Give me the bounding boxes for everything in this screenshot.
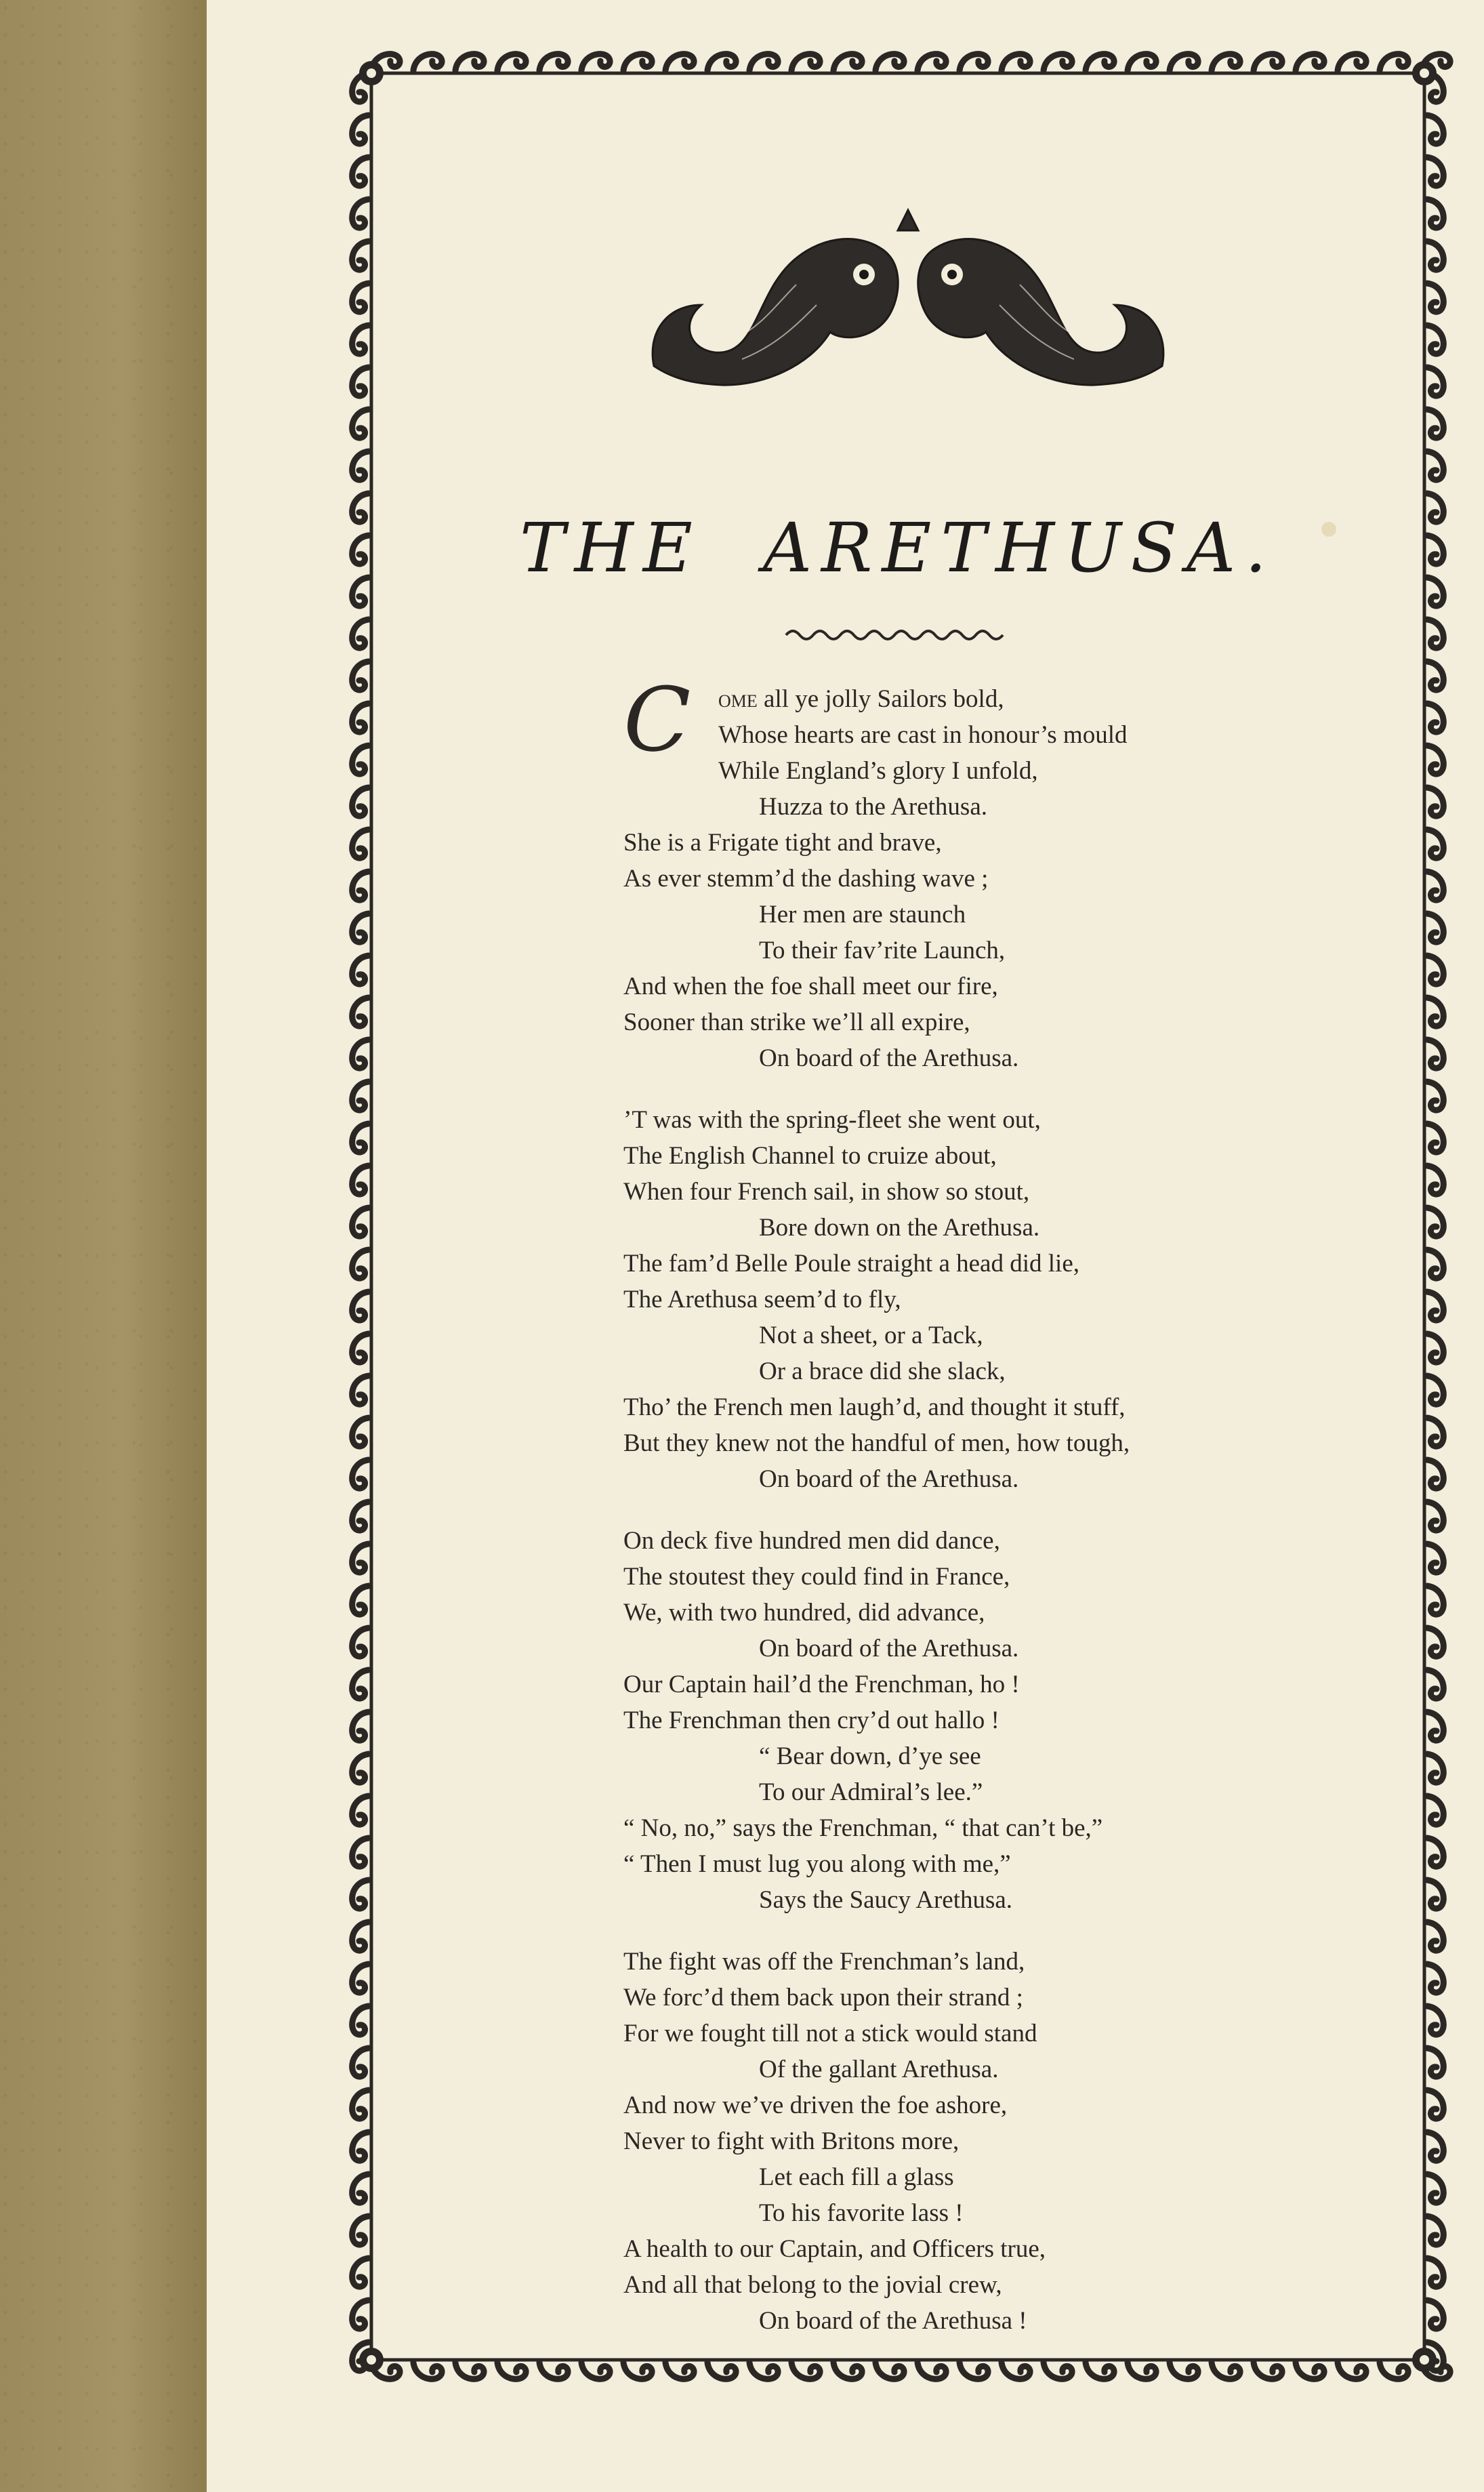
poem-line: “ Then I must lug you along with me,” <box>623 1850 1011 1878</box>
poem-line: The English Channel to cruize about, <box>623 1142 997 1170</box>
poem-line: To our Admiral’s lee.” <box>759 1778 983 1806</box>
poem-line: Whose hearts are cast in honour’s mould <box>718 721 1128 749</box>
first-line-rest: all ye jolly Sailors bold, <box>757 685 1004 713</box>
poem-line <box>623 681 1403 717</box>
poem-line: Or a brace did she slack, <box>759 1357 1006 1385</box>
dolphins-ornament-icon <box>640 203 1176 407</box>
poem-line: To his favorite lass ! <box>759 2199 964 2227</box>
poem-line: The Frenchman then cry’d out hallo ! <box>623 1707 999 1734</box>
poem-line: Sooner than strike we’ll all expire, <box>623 1008 970 1036</box>
poem-line: On deck five hundred men did dance, <box>623 1527 1000 1555</box>
poem-line: But they knew not the handful of men, how tough, <box>623 1429 1130 1457</box>
poem-line: And all that belong to the jovial crew, <box>623 2271 1002 2299</box>
poem-line: The stoutest they could find in France, <box>623 1563 1010 1591</box>
poem-line: Says the Saucy Arethusa. <box>759 1886 1013 1914</box>
poem-line: Her men are staunch <box>759 901 966 928</box>
poem-line: On board of the Arethusa. <box>759 1044 1019 1072</box>
poem-line: Never to fight with Britons more, <box>623 2127 960 2155</box>
poem-line: “ Bear down, d’ye see <box>759 1742 981 1770</box>
drop-cap: C <box>623 668 691 771</box>
poem-line: Bore down on the Arethusa. <box>759 1214 1040 1242</box>
poem-page <box>366 75 1430 2352</box>
poem-line: ’T was with the spring-fleet she went out, <box>623 1106 1041 1134</box>
poem-line: Tho’ the French men laugh’d, and thought it stuff, <box>623 1393 1126 1421</box>
stanza <box>623 668 1403 1076</box>
poem-line: For we fought till not a stick would stand <box>623 2020 1037 2047</box>
poem-line: We, with two hundred, did advance, <box>623 1599 985 1627</box>
poem-line: And when the foe shall meet our fire, <box>623 973 998 1000</box>
poem-line: The fight was off the Frenchman’s land, <box>623 1948 1025 1976</box>
poem-line: She is a Frigate tight and brave, <box>623 829 942 857</box>
stanza <box>623 1102 1403 1497</box>
poem-line: On board of the Arethusa ! <box>759 2307 1027 2335</box>
poem-line: As ever stemm’d the dashing wave ; <box>623 865 989 893</box>
poem-line: Our Captain hail’d the Frenchman, ho ! <box>623 1671 1020 1698</box>
poem-line: On board of the Arethusa. <box>759 1635 1019 1662</box>
poem-line: “ No, no,” says the Frenchman, “ that can’t be,” <box>623 1814 1103 1842</box>
poem-line: The fam’d Belle Poule straight a head did lie, <box>623 1250 1079 1278</box>
poem-line: To their fav’rite Launch, <box>759 937 1006 964</box>
title-word-arethusa: ARETHUSA. <box>762 508 1277 588</box>
poem-line: The Arethusa seem’d to fly, <box>623 1286 901 1313</box>
poem-line: When four French sail, in show so stout, <box>623 1178 1030 1206</box>
stanza <box>623 1944 1403 2339</box>
page-title <box>366 508 1430 588</box>
poem-line: Huzza to the Arethusa. <box>759 793 987 821</box>
poem-line: And now we’ve driven the foe ashore, <box>623 2091 1008 2119</box>
poem-line: Of the gallant Arethusa. <box>759 2056 999 2083</box>
poem-line: While England’s glory I unfold, <box>718 757 1038 785</box>
poem-text <box>623 668 1403 2365</box>
title-word-the: THE <box>519 508 702 588</box>
first-word-rest: ome <box>718 685 758 713</box>
poem-line: We forc’d them back upon their strand ; <box>623 1984 1023 2011</box>
wavy-divider-icon <box>783 625 1006 645</box>
stanza <box>623 1523 1403 1918</box>
cardboard-margin <box>0 0 207 2492</box>
poem-line: Not a sheet, or a Tack, <box>759 1322 983 1349</box>
poem-line: Let each fill a glass <box>759 2163 954 2191</box>
poem-line: On board of the Arethusa. <box>759 1465 1019 1493</box>
poem-line: A health to our Captain, and Officers true, <box>623 2235 1046 2263</box>
